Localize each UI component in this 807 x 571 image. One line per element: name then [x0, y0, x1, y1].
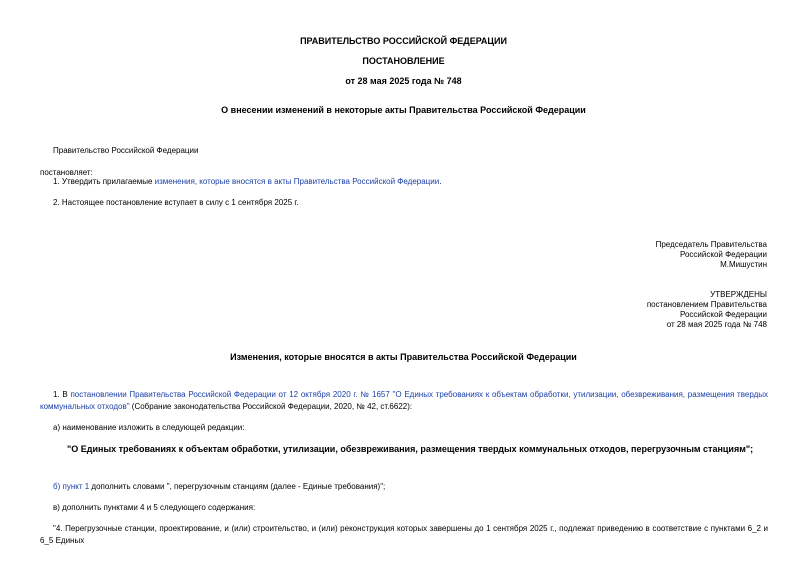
item-1-prefix: 1. Утвердить прилагаемые [53, 177, 155, 186]
quoted-new-title: "О Единых требованиях к объектам обработки, утилизации, обезвреживания, размещения твердых коммунальных отходов, перегрузочным станциям"; [67, 444, 754, 454]
preamble-resolves: постановляет: [40, 168, 93, 177]
changes-link[interactable]: изменения, которые вносятся в акты Правительства Российской Федерации [154, 177, 440, 186]
signature-name: М.Мишустин [720, 260, 767, 269]
approval-stamp: УТВЕРЖДЕНЫ [710, 290, 767, 299]
document-date-number: от 28 мая 2025 года № 748 [345, 76, 462, 86]
subitem-a: а) наименование изложить в следующей редакции: [53, 423, 245, 432]
changes-title: Изменения, которые вносятся в акты Правительства Российской Федерации [230, 352, 577, 362]
subitem-b-link[interactable]: б) [53, 482, 61, 491]
new-point-4: "4. Перегрузочные станции, проектирование, и (или) строительство, и (или) реконструкция которых завершены до 1 сентября 2025 г., подлежат приведению в соответствие с пунктами 6_2 и 6_5 Единых [40, 524, 768, 545]
government-header: ПРАВИТЕЛЬСТВО РОССИЙСКОЙ ФЕДЕРАЦИИ [300, 36, 507, 46]
approval-by: постановлением Правительства [646, 300, 767, 309]
item-1 [53, 177, 441, 186]
change-1-prefix: 1. В [53, 390, 71, 399]
preamble-subject: Правительство Российской Федерации [53, 146, 199, 155]
subitem-b [53, 482, 385, 491]
approval-date: от 28 мая 2025 года № 748 [666, 320, 767, 329]
change-1-suffix: (Собрание законодательства Российской Федерации, 2020, № 42, ст.6622): [129, 402, 413, 411]
subitem-c: в) дополнить пунктами 4 и 5 следующего содержания: [53, 503, 256, 512]
document-type: ПОСТАНОВЛЕНИЕ [362, 56, 445, 66]
item-1-suffix: . [439, 177, 442, 186]
point-1-link[interactable]: пункт 1 [62, 482, 90, 491]
item-2: 2. Настоящее постановление вступает в силу с 1 сентября 2025 г. [53, 198, 299, 207]
subitem-b-suffix: дополнить словами ", перегрузочным станциям (далее - Единые требования)"; [89, 482, 386, 491]
change-paragraph-1 [40, 389, 768, 413]
signature-position: Председатель Правительства [655, 240, 767, 249]
approval-country: Российской Федерации [680, 310, 767, 319]
resolution-1657-link[interactable]: постановлении Правительства Российской Федерации от 12 октября 2020 г. № 1657 "О Единых требованиях к объектам обработки, утилизации, обезвреживания, размещения твердых коммунальных отходов" [40, 390, 769, 411]
signature-country: Российской Федерации [680, 250, 767, 259]
document-title: О внесении изменений в некоторые акты Правительства Российской Федерации [221, 105, 586, 115]
